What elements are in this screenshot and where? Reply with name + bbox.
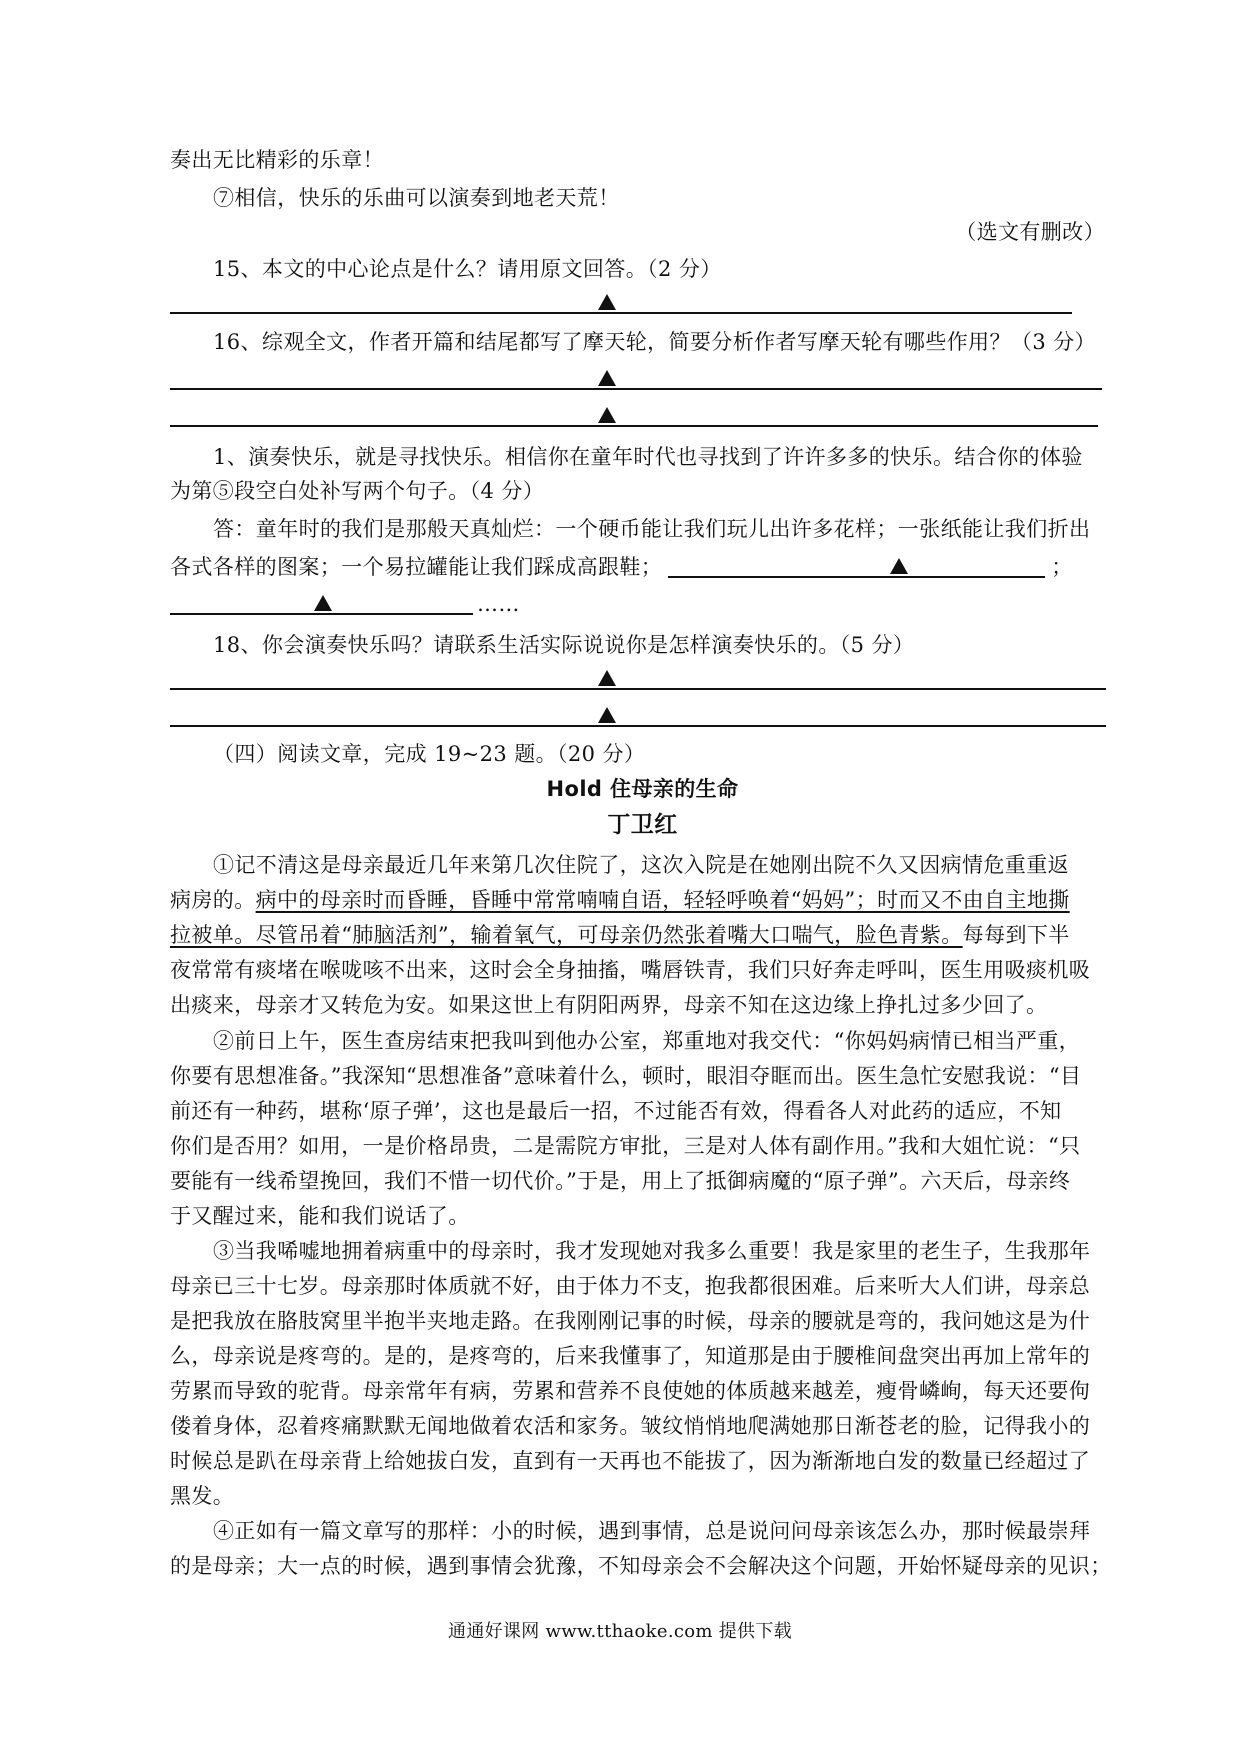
paragraph-line — [170, 918, 1115, 952]
paragraph-line: 于又醒过来，能和我们说话了。 — [170, 1204, 470, 1228]
paragraph-line: ②前日上午，医生查房结束把我叫到他办公室，郑重地对我交代：“你妈妈病情已相当严重， — [213, 1029, 1081, 1053]
answer-triangle-icon — [598, 407, 616, 423]
answer-text: 答：童年时的我们是那般天真灿烂：一个硬币能让我们玩儿出许多花样；一张纸能让我们折出 — [213, 517, 1091, 541]
paragraph-line: 夜常常有痰堵在喉咙咳不出来，这时会全身抽搐，嘴唇铁青，我们只好奔走呼叫，医生用吸痰机吸 — [170, 958, 1091, 982]
answer-line[interactable] — [170, 388, 1102, 390]
paragraph-line: 么，母亲说是疼弯的。是的，是疼弯的，后来我懂事了，知道那是由于腰椎间盘突出再加上常年的 — [170, 1344, 1091, 1368]
answer-triangle-icon — [890, 558, 908, 574]
answer-triangle-icon — [598, 294, 616, 310]
answer-line[interactable] — [170, 425, 1098, 427]
underlined-text: 病中的母亲时而昏睡，昏睡中常常喃喃自语，轻轻呼唤着“妈妈”；时而又不由自主地撕 — [255, 888, 1070, 912]
underlined-text: 拉被单。尽管吊着“肺脑活剂”，输着氧气，可母亲仍然张着嘴大口喘气，脸色青紫。 — [170, 923, 963, 947]
answer-triangle-icon — [598, 370, 616, 386]
paragraph-line: 你要有思想准备。”我深知“思想准备”意味着什么，顿时，眼泪夺眶而出。医生急忙安慰我说：“目 — [170, 1064, 1082, 1088]
paragraph-line: 劳累而导致的驼背。母亲常年有病，劳累和营养不良使她的体质越来越差，瘦骨嶙峋，每天还要佝 — [170, 1379, 1091, 1403]
answer-line[interactable] — [170, 688, 1106, 690]
answer-line[interactable] — [170, 312, 1072, 314]
answer-triangle-icon — [598, 670, 616, 686]
answer-line[interactable] — [170, 725, 1106, 727]
paragraph-line: 的是母亲；大一点的时候，遇到事情会犹豫，不知母亲会不会解决这个问题，开始怀疑母亲的见识； — [170, 1554, 1112, 1578]
paragraph-line: 时候总是趴在母亲背上给她拔白发，直到有一天再也不能拔了，因为渐渐地白发的数量已经超过了 — [170, 1449, 1091, 1473]
paragraph-line: ④正如有一篇文章写的那样：小的时候，遇到事情，总是说问问母亲该怎么办，那时候最崇拜 — [213, 1519, 1091, 1543]
question-17-cont: 为第⑤段空白处补写两个句子。（4 分） — [170, 479, 545, 503]
text-line: 奏出无比精彩的乐章！ — [170, 148, 384, 172]
paragraph-line: 前还有一种药，堪称‘原子弹’，这也是最后一招，不过能否有效，得看各人对此药的适应，不知 — [170, 1099, 1062, 1123]
answer-text-line — [170, 550, 1115, 584]
answer-triangle-icon — [314, 595, 332, 611]
question-18: 18、你会演奏快乐吗？请联系生活实际说说你是怎样演奏快乐的。（5 分） — [213, 633, 915, 657]
text-line: ⑦相信，快乐的乐曲可以演奏到地老天荒！ — [213, 186, 620, 210]
page-footer: 通通好课网 www.tthaoke.com 提供下载 — [448, 1621, 792, 1642]
ellipsis: …… — [477, 592, 520, 616]
punctuation: ； — [1051, 555, 1073, 579]
source-note: （选文有删改） — [955, 220, 1105, 244]
paragraph-line: 你们是否用？如用，一是价格昂贵，二是需院方审批，三是对人体有副作用。”我和大姐忙说：“只 — [170, 1134, 1081, 1158]
paragraph-line: ①记不清这是母亲最近几年来第几次住院了，这次入院是在她刚出院不久又因病情危重重返 — [213, 853, 1069, 877]
paragraph-line: 黑发。 — [170, 1484, 235, 1508]
plain-text: 病房的。 — [170, 888, 256, 912]
answer-text-line — [170, 587, 1115, 621]
paragraph-line: ③当我唏嘘地拥着病重中的母亲时，我才发现她对我多么重要！我是家里的老生子，生我那年 — [213, 1239, 1091, 1263]
article-title: Hold 住母亲的生命 — [546, 777, 739, 801]
question-15: 15、本文的中心论点是什么？请用原文回答。（2 分） — [213, 257, 722, 281]
article-author: 丁卫红 — [607, 812, 678, 838]
question-17: 1、演奏快乐，就是寻找快乐。相信你在童年时代也寻找到了许许多多的快乐。结合你的体验 — [213, 445, 1083, 469]
question-16: 16、综观全文，作者开篇和结尾都写了摩天轮，简要分析作者写摩天轮有哪些作用？（3 分） — [213, 330, 1096, 354]
paragraph-line — [170, 883, 1115, 917]
paragraph-line: 出痰来，母亲才又转危为安。如果这世上有阴阳两界，母亲不知在这边缘上挣扎过多少回了。 — [170, 993, 1048, 1017]
fill-blank[interactable] — [170, 591, 473, 615]
answer-triangle-icon — [598, 707, 616, 723]
section-heading: （四）阅读文章，完成 19~23 题。（20 分） — [213, 742, 646, 766]
fill-blank[interactable] — [668, 554, 1045, 578]
answer-text: 各式各样的图案；一个易拉罐能让我们踩成高跟鞋； — [170, 555, 663, 579]
paragraph-line: 是把我放在胳肢窝里半抱半夹地走路。在我刚刚记事的时候，母亲的腰就是弯的，我问她这是为什 — [170, 1309, 1091, 1333]
plain-text: 每每到下半 — [962, 923, 1070, 947]
paragraph-line: 母亲已三十七岁。母亲那时体质就不好，由于体力不支，抱我都很困难。后来听大人们讲，母亲总 — [170, 1274, 1091, 1298]
paragraph-line: 要能有一线希望挽回，我们不惜一切代价。”于是，用上了抵御病魔的“原子弹”。六天后，母亲终 — [170, 1169, 1071, 1193]
paragraph-line: 偻着身体，忍着疼痛默默无闻地做着农活和家务。皱纹悄悄地爬满她那日渐苍老的脸，记得我小的 — [170, 1414, 1091, 1438]
